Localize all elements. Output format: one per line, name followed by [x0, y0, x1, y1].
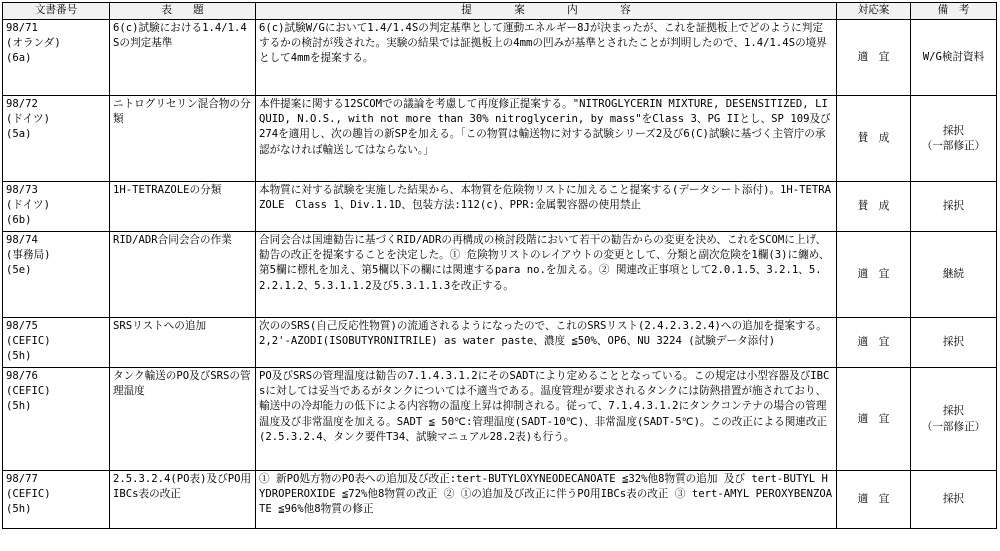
title-cell: SRSリストへの追加 — [110, 318, 256, 368]
remarks-cell: 採択 — [911, 318, 997, 368]
title-cell: 2.5.3.2.4(PO表)及びPO用IBCs表の改正 — [110, 471, 256, 529]
remarks-cell: 採択 — [911, 471, 997, 529]
header-title: 表 題 — [110, 3, 256, 20]
table-row — [3, 182, 997, 232]
proposal-cell: 本件提案に関する12SCOMでの議論を考慮して再度修正提案する。"NITROGLYCERIN MIXTURE, DESENSITIZED, LIQUID, N.O.S., with not more than 30% nitroglycerin, by mass"をClass 3、PG IIとし、SP 109及び274を適用し、次の趣旨の新SPを加える。「この物質は輸送物に対する試験シリーズ2及び6(C)試験に基づく主管庁の承認がなければ輸送してはならない。」 — [256, 96, 837, 182]
title-cell: ニトログリセリン混合物の分類 — [110, 96, 256, 182]
proposal-cell: 合同会合は国連勧告に基づくRID/ADRの再構成の検討段階において若干の勧告からの変更を決め、これをSCOMに上げ、勧告の改正を提案することを決定した。① 危険物リストのレイアウトの変更として、分類と副次危険を1欄(3)に纏め、第5欄に標札を加え、第5欄以下の欄には関連するpara no.を加える。② 関連改正事項として2.0.1.5、3.2.1、5.2.2.1.2、5.3.1.1.2及び5.3.1.1.3を改正する。 — [256, 232, 837, 318]
remarks-cell: 採択 — [911, 182, 997, 232]
table-row — [3, 96, 997, 182]
title-cell: 6(c)試験における1.4/1.4Sの判定基準 — [110, 20, 256, 96]
doc-no-cell: 98/77 (CEFIC) (5h) — [3, 471, 110, 529]
doc-no-cell: 98/71 (オランダ) (6a) — [3, 20, 110, 96]
doc-no-cell: 98/73 (ドイツ) (6b) — [3, 182, 110, 232]
remarks-cell: 採択 （一部修正） — [911, 96, 997, 182]
title-cell: タンク輸送のPO及びSRSの管理温度 — [110, 368, 256, 471]
response-cell: 適 宜 — [837, 471, 911, 529]
remarks-cell: 継続 — [911, 232, 997, 318]
header-remarks: 備 考 — [911, 3, 997, 20]
proposal-table-sheet — [2, 2, 996, 529]
response-cell: 賛 成 — [837, 182, 911, 232]
header-proposal: 提 案 内 容 — [256, 3, 837, 20]
table-row — [3, 368, 997, 471]
title-cell: 1H-TETRAZOLEの分類 — [110, 182, 256, 232]
proposal-cell: 次ののSRS(自己反応性物質)の流通されるようになったので、これのSRSリスト(2.4.2.3.2.4)への追加を提案する。2,2'-AZODI(ISOBUTYRONITRILE) as water paste、濃度 ≦50%、OP6、NU 3224 (試験データ添付) — [256, 318, 837, 368]
proposal-cell: PO及びSRSの管理温度は勧告の7.1.4.3.1.2にそのSADTにより定めることとなっている。この規定は小型容器及びIBCsに対しては妥当であるがタンクについては不適当である。温度管理が要求されるタンクには防熱措置が施されており、輸送中の冷却能力の低下による内容物の温度上昇は抑制される。従って、7.1.4.3.1.2にタンクコンテナの場合の管理温度及び非常温度を加える。SADT ≦ 50℃:管理温度(SADT-10℃)、非常温度(SADT-5℃)。この改正による関連改正(2.5.3.2.4、タンク要件T34、試験マニュアル28.2表)も行う。 — [256, 368, 837, 471]
doc-no-cell: 98/76 (CEFIC) (5h) — [3, 368, 110, 471]
doc-no-cell: 98/74 (事務局) (5e) — [3, 232, 110, 318]
response-cell: 適 宜 — [837, 20, 911, 96]
response-cell: 適 宜 — [837, 368, 911, 471]
proposal-table — [2, 2, 997, 529]
proposal-cell: 本物質に対する試験を実施した結果から、本物質を危険物リストに加えること提案する(データシート添付)。1H-TETRAZOLE Class 1、Div.1.1D、包装方法:112(c)、PPR:金属製容器の使用禁止 — [256, 182, 837, 232]
remarks-cell: 採択 （一部修正） — [911, 368, 997, 471]
title-cell: RID/ADR合同会合の作業 — [110, 232, 256, 318]
header-response: 対応案 — [837, 3, 911, 20]
doc-no-cell: 98/75 (CEFIC) (5h) — [3, 318, 110, 368]
doc-no-cell: 98/72 (ドイツ) (5a) — [3, 96, 110, 182]
proposal-cell: 6(c)試験W/Gにおいて1.4/1.4Sの判定基準として運動エネルギー8Jが決まったが、これを証拠板上でどのように判定するかの検討が残された。実験の結果では証拠板上の4mmの凹みが基準とされたことが判明したので、1.4/1.4Sの境界として4mmを提案する。 — [256, 20, 837, 96]
table-row — [3, 20, 997, 96]
response-cell: 適 宜 — [837, 318, 911, 368]
header-doc-no: 文書番号 — [3, 3, 110, 20]
response-cell: 賛 成 — [837, 96, 911, 182]
table-row — [3, 232, 997, 318]
table-row — [3, 318, 997, 368]
table-header-row — [3, 3, 997, 20]
remarks-cell: W/G検討資料 — [911, 20, 997, 96]
table-row — [3, 471, 997, 529]
proposal-cell: ① 新PO処方物のPO表への追加及び改正:tert-BUTYLOXYNEODECANOATE ≦32%他8物質の追加 及び tert-BUTYL HYDROPEROXIDE ≦72%他8物質の改正 ② ①の追加及び改正に伴うPO用IBCs表の改正 ③ tert-AMYL PEROXYBENZOATE ≦96%他8物質の修正 — [256, 471, 837, 529]
response-cell: 適 宜 — [837, 232, 911, 318]
